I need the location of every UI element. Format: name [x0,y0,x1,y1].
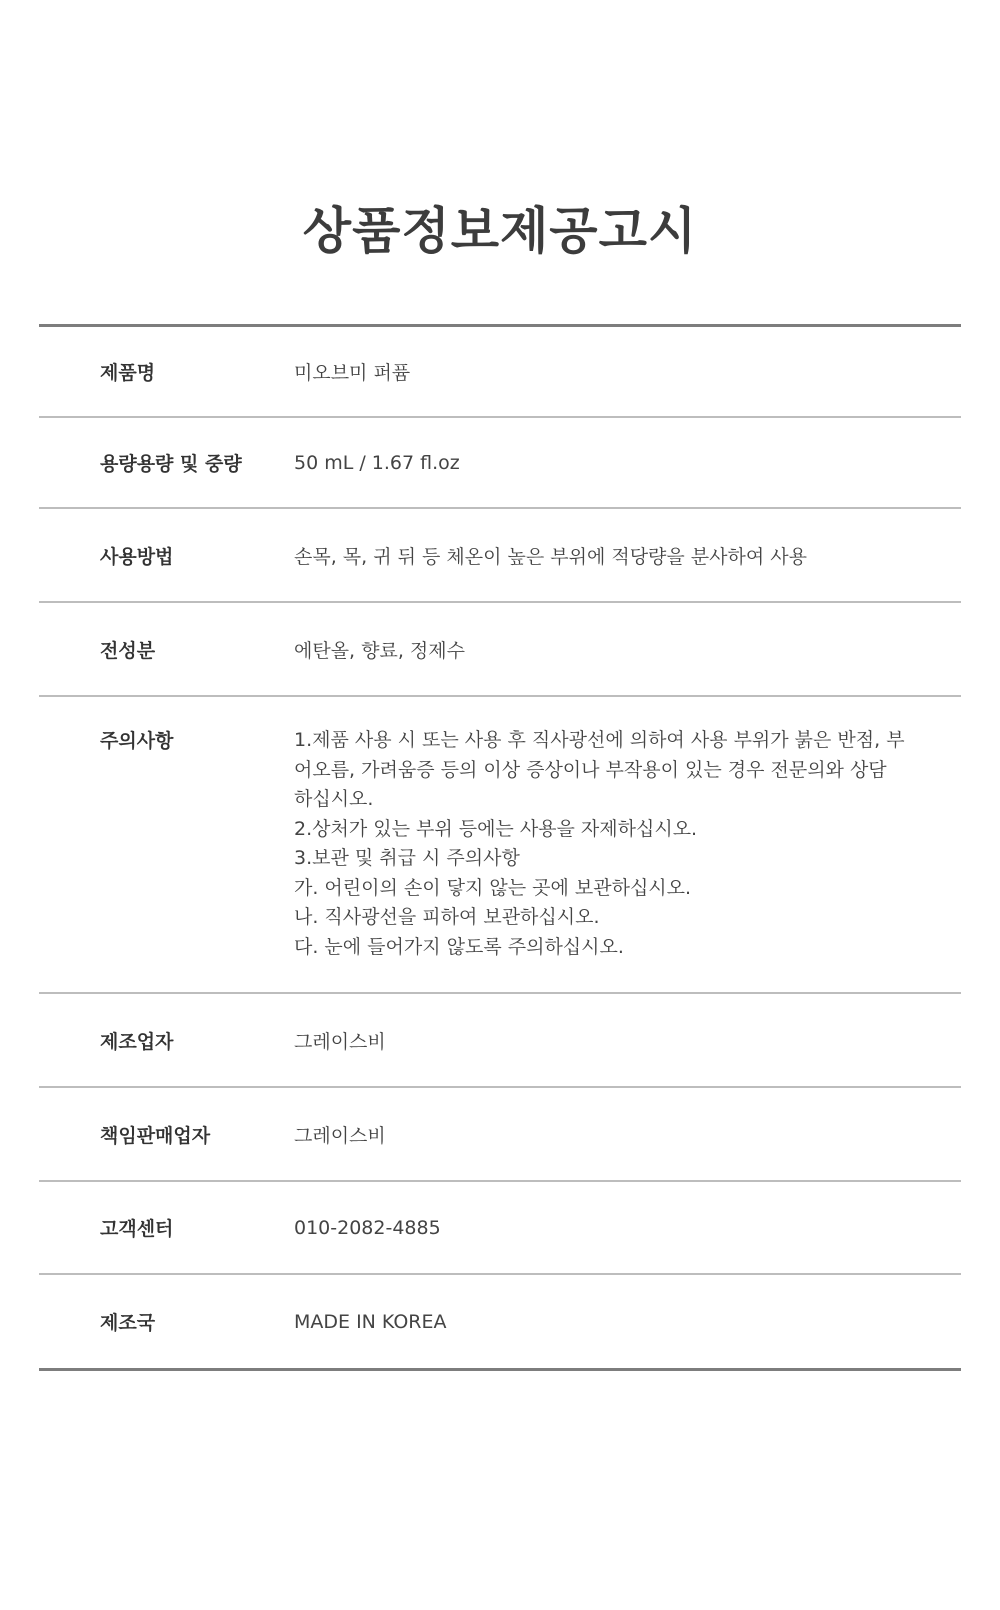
precaution-line: 2.상처가 있는 부위 등에는 사용을 자제하십시오. [294,817,698,840]
precautions-text [294,697,961,992]
row-label: 용량용량 및 중량 [100,453,242,475]
precaution-line: 1.제품 사용 시 또는 사용 후 직사광선에 의하여 사용 부위가 붉은 반점, 부 [294,729,905,751]
row-label: 고객센터 [100,1218,174,1240]
product-info-table [39,324,961,1371]
row-value: 손목, 목, 귀 뒤 등 체온이 높은 부위에 적당량을 분사하여 사용 [294,545,807,568]
table-row-country [39,1275,961,1368]
table-row-precautions [39,697,961,994]
row-label: 책임판매업자 [100,1124,211,1147]
row-label: 제조국 [100,1312,156,1334]
row-value: 그레이스비 [294,1124,386,1147]
row-label: 제조업자 [100,1030,174,1053]
precaution-line: 가. 어린이의 손이 닿지 않는 곳에 보관하십시오. [294,876,692,899]
row-label: 전성분 [100,639,156,662]
precaution-line: 하십시오. [294,788,374,810]
table-row-usage [39,509,961,603]
row-label: 사용방법 [100,545,174,568]
row-label: 제품명 [100,362,156,384]
precaution-line: 나. 직사광선을 피하여 보관하십시오. [294,906,600,928]
row-value: 010-2082-4885 [294,1216,441,1239]
table-row-product-name [39,327,961,418]
row-label: 주의사항 [100,730,174,752]
row-value: 50 mL / 1.67 fl.oz [294,451,460,474]
row-value: 에탄올, 향료, 정제수 [294,639,465,662]
table-row-manufacturer [39,994,961,1088]
row-value: MADE IN KOREA [294,1310,447,1333]
page-title: 상품정보제공고시 [302,202,698,260]
precaution-line: 어오름, 가려움증 등의 이상 증상이나 부작용이 있는 경우 전문의와 상담 [294,758,887,781]
table-row-distributor [39,1088,961,1182]
row-value: 그레이스비 [294,1030,386,1053]
table-row-ingredients [39,603,961,697]
precaution-line: 3.보관 및 취급 시 주의사항 [294,847,520,869]
table-row-volume [39,418,961,509]
table-row-customer-center [39,1182,961,1275]
precaution-line: 다. 눈에 들어가지 않도록 주의하십시오. [294,935,624,958]
row-value: 미오브미 퍼퓸 [294,362,411,384]
